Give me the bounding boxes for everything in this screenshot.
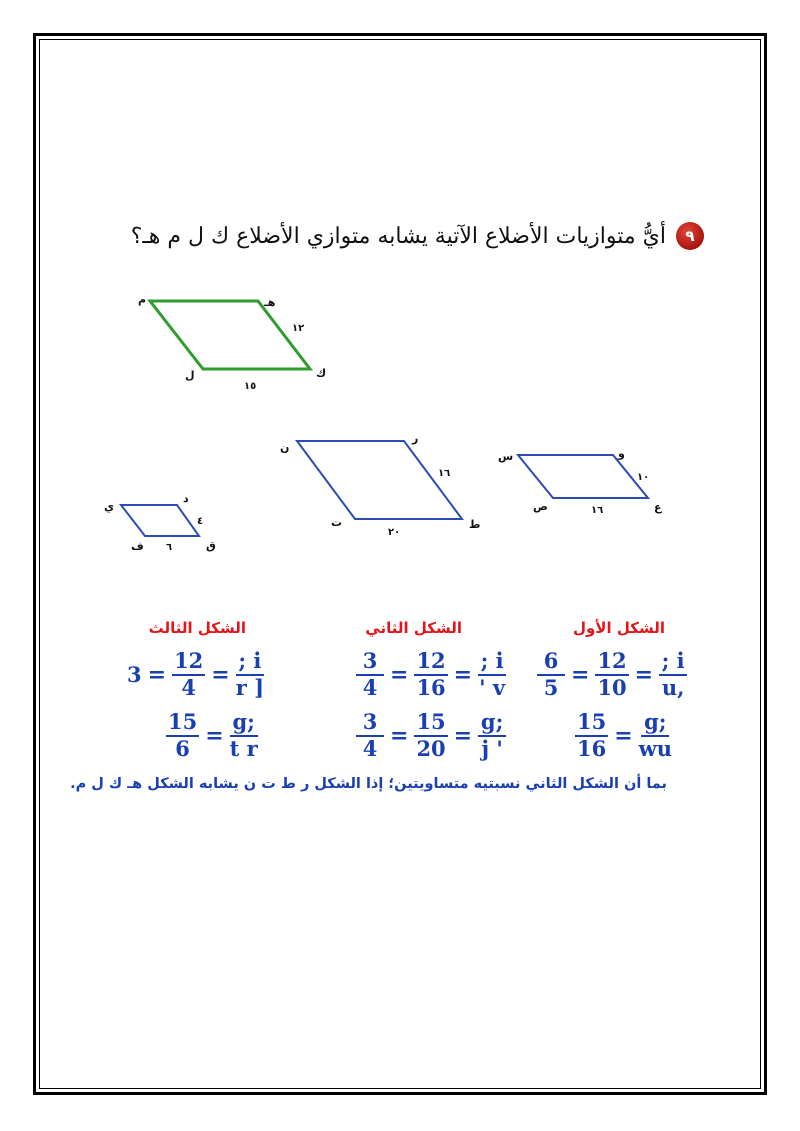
side-label-base-second: ٢٠: [388, 527, 401, 538]
fraction: $\frac{; i}{r ]}$: [235, 648, 265, 701]
reference-parallelogram: [138, 293, 326, 392]
vertex-label-q: ق: [206, 539, 216, 552]
side-label-slant-third: ٤: [197, 516, 204, 527]
side-label-base-first: ١٦: [591, 505, 604, 516]
vertex-label-t2: ط: [469, 518, 481, 531]
third-shape-equation-2: $\frac{15}{6}$ = $\frac{g;}{\text{t r}}$: [168, 709, 258, 762]
fraction: $\frac{12}{10}$: [597, 648, 627, 701]
third-shape-equation-1: 3 = $\frac{12}{4}$ = $\frac{; i}{r ]}$: [127, 648, 265, 701]
vertex-label-s2: ص: [533, 500, 548, 513]
first-shape-equation-2: $\frac{15}{16}$ = $\frac{g;}{wu}$: [577, 709, 673, 762]
fraction: $\frac{15}{20}$: [416, 709, 446, 762]
vertex-label-k: ك: [316, 367, 327, 380]
fraction: $\frac{; i}{' v}$: [479, 648, 506, 701]
vertex-label-t: ت: [331, 516, 343, 529]
fraction: $\frac{g;}{j '}$: [478, 711, 506, 760]
fraction: $\frac{3}{4}$: [356, 711, 384, 760]
second-shape-title: الشكل الثاني: [365, 619, 462, 637]
question-number-badge: ٩: [676, 222, 704, 250]
vertex-label-d: د: [183, 492, 189, 505]
fraction: $\frac{12}{4}$: [174, 648, 204, 701]
vertex-label-w: و: [618, 447, 625, 460]
side-label-slant-second: ١٦: [438, 468, 451, 479]
vertex-label-s: س: [498, 450, 514, 463]
second-shape-equation-2: $\frac{3}{4}$ = $\frac{15}{20}$ = $\frac{g;}{j '}$: [356, 711, 506, 760]
first-shape-title: الشكل الأول: [572, 619, 665, 637]
vertex-label-l: ل: [185, 369, 195, 382]
side-label-slant-first: ١٠: [637, 472, 650, 483]
third-candidate-shape: [121, 505, 199, 536]
fraction: $\frac{12}{16}$: [416, 648, 446, 701]
third-shape-title: الشكل الثالث: [148, 619, 246, 637]
side-label-base-third: ٦: [166, 542, 173, 553]
vertex-label-f: ف: [131, 540, 144, 553]
side-label-slant: ١٢: [292, 323, 305, 334]
second-candidate-shape: [297, 441, 462, 519]
third-candidate-parallelogram: [104, 492, 216, 553]
first-shape-equation-1: $\frac{6}{5}$ = $\frac{12}{10}$ = $\frac{; i}{u,}$: [537, 650, 687, 699]
fraction: $\frac{g;}{\text{t r}}$: [229, 709, 258, 762]
question-text: أيُّ متوازيات الأضلاع الآتية يشابه متوازي الأضلاع ك ل م هـ؟: [130, 223, 666, 249]
second-candidate-parallelogram: [280, 432, 480, 538]
vertex-label-e: ع: [654, 501, 662, 514]
conclusion-text: بما أن الشكل الثاني نسبتيه متساويتين؛ إذا الشكل ر ط ت ن يشابه الشكل هـ ك ل م.: [70, 776, 667, 792]
fraction: $\frac{g;}{wu}$: [638, 709, 673, 762]
vertex-label-m: م: [138, 293, 147, 306]
fraction: $\frac{15}{6}$: [168, 709, 198, 762]
second-shape-equation-1: $\frac{3}{4}$ = $\frac{12}{16}$ = $\frac{; i}{' v}$: [356, 650, 506, 699]
first-candidate-parallelogram: [498, 447, 662, 516]
vertex-label-y: ي: [104, 500, 115, 513]
fraction: $\frac{3}{4}$: [356, 650, 384, 699]
fraction: $\frac{; i}{u,}$: [659, 650, 687, 699]
vertex-label-r: ر: [412, 432, 419, 445]
fraction: $\frac{15}{16}$: [577, 709, 607, 762]
fraction: $\frac{6}{5}$: [537, 650, 565, 699]
side-label-base: ١٥: [244, 381, 257, 392]
first-candidate-shape: [518, 455, 648, 498]
reference-parallelogram-shape: [150, 301, 310, 369]
vertex-label-n: ن: [280, 441, 290, 454]
vertex-label-h: هـ: [264, 296, 276, 309]
